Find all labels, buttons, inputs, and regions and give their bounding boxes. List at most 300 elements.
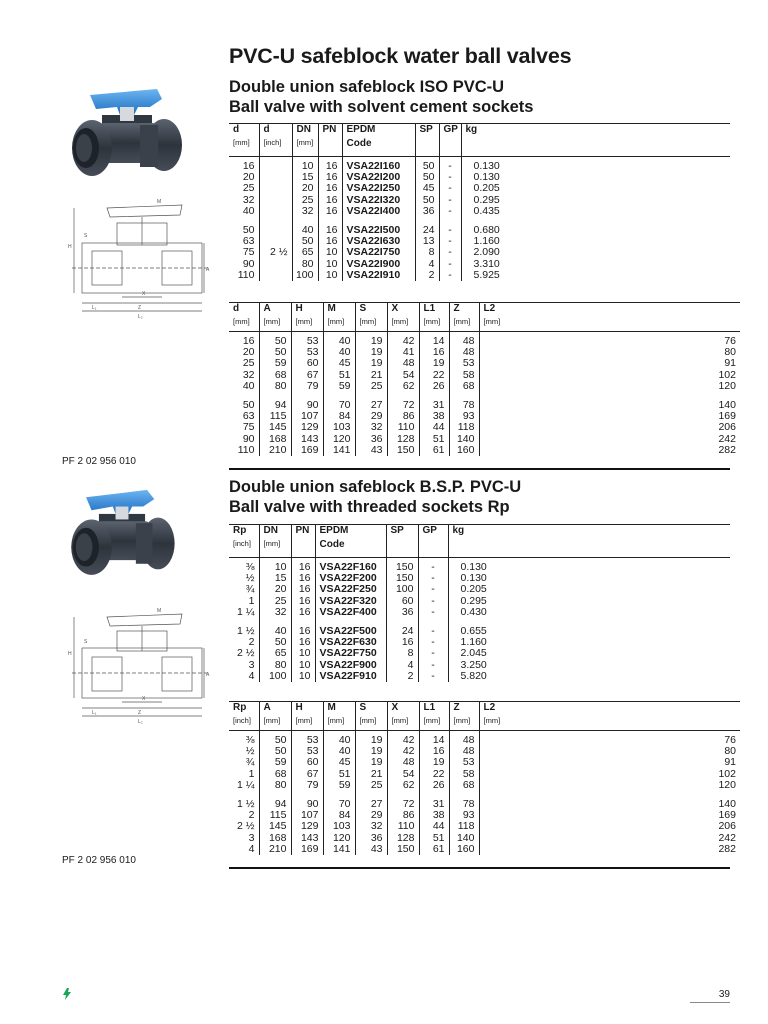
table-cell: - (418, 596, 448, 607)
table-cell: 94 (259, 400, 291, 411)
table-row (229, 844, 740, 855)
table-cell: 16 (318, 225, 342, 236)
table-cell: 16 (318, 183, 342, 194)
header-cell: DN [mm] (292, 124, 318, 157)
section2-subtitle (229, 477, 521, 517)
header-cell: M [mm] (323, 303, 355, 332)
table-row (229, 648, 730, 659)
technical-drawing (62, 193, 212, 323)
header-cell: L2 [mm] (479, 702, 740, 731)
table-cell: 20 (229, 172, 259, 183)
spacer-cell (448, 618, 730, 626)
table-cell: 26 (419, 780, 449, 791)
table-cell: 1.160 (460, 636, 487, 649)
header-cell: M [mm] (323, 702, 355, 731)
header-cell: PN (318, 124, 342, 157)
header-cell: Rp [inch] (229, 525, 259, 558)
header-cell: EPDM Code (342, 124, 415, 157)
table-cell: 115 (259, 810, 291, 821)
header-cell: Rp [inch] (229, 702, 259, 731)
table-cell: 51 (323, 769, 355, 780)
table-cell: 43 (355, 844, 387, 855)
table-cell (259, 183, 292, 194)
table-cell: 40 (229, 381, 259, 392)
footer-rule (690, 1002, 730, 1003)
table-cell: 110 (229, 270, 259, 281)
table-cell: 5.925 (473, 268, 500, 281)
table-cell: 24 (415, 225, 439, 236)
table-cell: 16 (318, 157, 342, 173)
table-cell: - (418, 648, 448, 659)
table-cell: 140 (718, 399, 736, 412)
header-cell: GP (418, 525, 448, 558)
table-cell: 29 (355, 411, 387, 422)
table-cell: 31 (419, 799, 449, 810)
table-cell: - (418, 637, 448, 648)
table-cell: 10 (291, 671, 315, 682)
table-cell: 59 (323, 381, 355, 392)
table-cell: 90 (291, 400, 323, 411)
table-cell: 100 (259, 671, 291, 682)
table-cell (259, 206, 292, 217)
table-cell: 86 (387, 411, 419, 422)
table-cell: 118 (449, 821, 479, 832)
table-cell: 48 (387, 358, 419, 369)
table-cell: VSA22F750 (315, 648, 386, 659)
table-cell: VSA22I630 (342, 236, 415, 247)
table-cell: 16 (229, 157, 259, 173)
table-cell: 76 (724, 335, 736, 347)
table-cell: 210 (259, 844, 291, 855)
table-header-row (229, 702, 740, 731)
table-cell: 19 (355, 757, 387, 768)
drawing-label-x: X (142, 291, 146, 297)
table-cell: 10 (259, 558, 291, 574)
drawing-label-h: H (68, 244, 72, 250)
table-cell: 80 (724, 346, 736, 359)
table-cell: 29 (355, 810, 387, 821)
table-cell: ⅜ (229, 558, 259, 574)
header-cell: L1 [mm] (419, 702, 449, 731)
table-cell: 3 (229, 660, 259, 671)
table-cell: 20 (229, 347, 259, 358)
table-cell: - (439, 247, 461, 258)
table-cell: 10 (318, 270, 342, 281)
table-cell: 150 (387, 445, 419, 456)
drawing-label-l2: L₂ (138, 719, 143, 725)
table-cell: VSA22I500 (342, 225, 415, 236)
header-cell: S [mm] (355, 702, 387, 731)
table-cell: 100 (386, 584, 418, 595)
table-cell: 1 (229, 769, 259, 780)
table-row (229, 769, 740, 780)
table-cell: 91 (724, 756, 736, 769)
table-cell: 84 (323, 411, 355, 422)
table-cell: ½ (229, 573, 259, 584)
table-cell: 120 (323, 833, 355, 844)
table-cell: - (439, 195, 461, 206)
table-cell: 48 (387, 757, 419, 768)
table-cell: 1 (229, 596, 259, 607)
table-cell: 8 (386, 648, 418, 659)
table-cell: 4 (386, 660, 418, 671)
table-cell: 19 (355, 731, 387, 747)
table-cell: 110 (229, 445, 259, 456)
table-cell: 16 (291, 596, 315, 607)
table-cell: 50 (292, 236, 318, 247)
header-cell: DN [mm] (259, 525, 291, 558)
table-cell: 51 (323, 370, 355, 381)
product-reference: PF 2 02 956 010 (62, 456, 136, 467)
header-cell: SP (415, 124, 439, 157)
table-cell: 1 ½ (229, 626, 259, 637)
table-cell: 68 (259, 370, 291, 381)
table-cell: VSA22I200 (342, 172, 415, 183)
table-cell (259, 270, 292, 281)
table-cell: 78 (449, 400, 479, 411)
table-cell: 91 (724, 357, 736, 370)
table-cell: 59 (259, 757, 291, 768)
table-cell: 0.130 (473, 160, 500, 172)
drawing-label-z: Z (138, 710, 142, 716)
header-cell: SP (386, 525, 418, 558)
table-row (229, 731, 740, 747)
table-cell: 40 (323, 731, 355, 747)
table-cell: 38 (419, 411, 449, 422)
table-cell: - (418, 573, 448, 584)
table-cell: 0.295 (460, 594, 487, 607)
drawing-label-x: X (142, 696, 146, 702)
header-cell: L1 [mm] (419, 303, 449, 332)
table-cell: 44 (419, 422, 449, 433)
table-cell: 206 (718, 421, 736, 434)
drawing-label-m: M (157, 199, 162, 205)
table-cell: 59 (323, 780, 355, 791)
table-cell: 2.090 (473, 246, 500, 259)
header-cell: L2 [mm] (479, 303, 740, 332)
table-cell: 128 (387, 833, 419, 844)
section2-subtitle-line2: Ball valve with threaded sockets Rp (229, 498, 510, 516)
header-cell: A [mm] (259, 702, 291, 731)
table-cell: 63 (229, 411, 259, 422)
table-cell: 25 (355, 381, 387, 392)
table-cell: VSA22I320 (342, 195, 415, 206)
section2-code-table (229, 524, 730, 682)
table-cell: 25 (259, 596, 291, 607)
ball-valve-photo (62, 85, 192, 195)
page-title: PVC-U safeblock water ball valves (229, 44, 572, 68)
page-number: 39 (718, 989, 730, 1000)
table-cell: 45 (323, 757, 355, 768)
table-cell: 60 (291, 757, 323, 768)
table-cell: 21 (355, 370, 387, 381)
spacer-cell (259, 217, 292, 225)
table-row (229, 780, 740, 791)
section-divider (229, 867, 730, 869)
table-cell: 58 (449, 370, 479, 381)
group-spacer (229, 392, 740, 400)
table-cell: 10 (292, 157, 318, 173)
table-cell: 2 ½ (229, 648, 259, 659)
table-cell: 67 (291, 370, 323, 381)
table-cell: 169 (291, 844, 323, 855)
table-cell: 150 (387, 844, 419, 855)
table-cell: 118 (449, 422, 479, 433)
table-row (229, 381, 740, 392)
table-row (229, 584, 730, 595)
table-cell: VSA22F630 (315, 637, 386, 648)
table-cell: 42 (387, 332, 419, 348)
drawing-label-l1: L₁ (92, 305, 97, 311)
table-cell: - (439, 259, 461, 270)
table-cell: 50 (415, 157, 439, 173)
table-row (229, 671, 730, 682)
table-cell: 36 (355, 833, 387, 844)
table-cell: 1 ½ (229, 799, 259, 810)
table-cell: 102 (718, 368, 736, 381)
table-cell: 90 (229, 259, 259, 270)
table-cell: 3.250 (460, 658, 487, 671)
table-cell: 3 (229, 833, 259, 844)
drawing-label-s: S (84, 639, 88, 645)
table-cell: 54 (387, 370, 419, 381)
header-cell: X [mm] (387, 303, 419, 332)
table-cell: 103 (323, 821, 355, 832)
table-row (229, 157, 730, 173)
table-cell: 206 (718, 820, 736, 833)
drawing-label-l2: L₂ (138, 314, 143, 320)
table-cell: 141 (323, 844, 355, 855)
table-cell: 210 (259, 445, 291, 456)
table-cell: 32 (229, 370, 259, 381)
table-cell: 16 (318, 195, 342, 206)
table-cell: 0.655 (460, 625, 487, 638)
header-cell: d [inch] (259, 124, 292, 157)
table-cell: VSA22I160 (342, 157, 415, 173)
table-cell: 50 (259, 347, 291, 358)
table-cell: 36 (415, 206, 439, 217)
table-cell: - (418, 660, 448, 671)
table-cell (259, 259, 292, 270)
table-cell: 10 (318, 247, 342, 258)
table-cell: 160 (449, 445, 479, 456)
table-cell: 38 (419, 810, 449, 821)
table-cell: 40 (259, 626, 291, 637)
header-cell: H [mm] (291, 303, 323, 332)
table-cell: 40 (323, 347, 355, 358)
table-cell: 48 (449, 731, 479, 747)
table-cell: 10 (291, 648, 315, 659)
table-cell: 80 (292, 259, 318, 270)
table-cell: 10 (318, 259, 342, 270)
table-cell: VSA22I750 (342, 247, 415, 258)
table-cell: 42 (387, 746, 419, 757)
table-cell: 107 (291, 411, 323, 422)
table-cell: 32 (292, 206, 318, 217)
table-cell: 129 (291, 821, 323, 832)
drawing-label-z: Z (138, 305, 142, 311)
table-cell: 93 (449, 411, 479, 422)
table-cell: 115 (259, 411, 291, 422)
table-cell: 2 ½ (229, 821, 259, 832)
table-cell: - (439, 157, 461, 173)
table-cell: VSA22I250 (342, 183, 415, 194)
table-row (229, 607, 730, 618)
table-cell: - (439, 236, 461, 247)
table-row (229, 370, 740, 381)
table-cell: 16 (318, 206, 342, 217)
table-cell: VSA22F320 (315, 596, 386, 607)
table-cell: 53 (449, 757, 479, 768)
table-cell: ¾ (229, 584, 259, 595)
table-cell: 31 (419, 400, 449, 411)
table-cell: 70 (323, 400, 355, 411)
product-reference: PF 2 02 956 010 (62, 855, 136, 866)
table-cell: 72 (387, 400, 419, 411)
header-cell: EPDM Code (315, 525, 386, 558)
table-cell: 80 (259, 381, 291, 392)
table-cell: VSA22I400 (342, 206, 415, 217)
table-cell: 143 (291, 833, 323, 844)
table-cell: - (418, 671, 448, 682)
table-cell: 242 (718, 831, 736, 844)
table-cell: VSA22I910 (342, 270, 415, 281)
table-cell: 8 (415, 247, 439, 258)
table-cell: 0.205 (460, 583, 487, 596)
table-cell: 80 (259, 660, 291, 671)
table-cell: 19 (419, 358, 449, 369)
table-cell: VSA22F160 (315, 558, 386, 574)
table-cell: 32 (355, 821, 387, 832)
table-cell: 14 (419, 332, 449, 348)
table-cell: 16 (229, 332, 259, 348)
table-cell: 50 (415, 195, 439, 206)
table-cell: 50 (229, 225, 259, 236)
header-cell: X [mm] (387, 702, 419, 731)
table-cell (259, 157, 292, 173)
table-cell: ½ (229, 746, 259, 757)
table-cell: 5.820 (460, 669, 487, 682)
table-cell: 58 (449, 769, 479, 780)
section2-subtitle-line1: Double union safeblock B.S.P. PVC-U (229, 478, 522, 496)
table-cell: 168 (259, 833, 291, 844)
table-cell: 72 (387, 799, 419, 810)
table-cell: 50 (259, 746, 291, 757)
spacer-cell (479, 392, 740, 400)
group-spacer (229, 791, 740, 799)
table-cell: 53 (291, 347, 323, 358)
table-cell: 242 (718, 432, 736, 445)
table-cell: 10 (291, 660, 315, 671)
table-cell: 86 (387, 810, 419, 821)
table-cell: 16 (318, 236, 342, 247)
table-cell: 50 (259, 731, 291, 747)
ball-valve-photo (62, 482, 182, 592)
header-cell: PN (291, 525, 315, 558)
table-cell: 53 (449, 358, 479, 369)
table-cell: 90 (291, 799, 323, 810)
table-cell: 70 (323, 799, 355, 810)
table-cell: 40 (323, 332, 355, 348)
table-cell: 20 (292, 183, 318, 194)
table-cell: 25 (229, 358, 259, 369)
table-cell: 43 (355, 445, 387, 456)
table-cell: 36 (355, 434, 387, 445)
table-cell: VSA22F400 (315, 607, 386, 618)
table-cell: VSA22F900 (315, 660, 386, 671)
table-cell: 1.160 (473, 235, 500, 248)
spacer-cell (461, 217, 730, 225)
table-cell: 94 (259, 799, 291, 810)
table-cell: 25 (355, 780, 387, 791)
header-cell: GP (439, 124, 461, 157)
table-cell: VSA22F250 (315, 584, 386, 595)
table-cell: 41 (387, 347, 419, 358)
table-cell: 2 (229, 637, 259, 648)
section-divider (229, 468, 730, 470)
table-cell: 2 (415, 270, 439, 281)
table-cell: 53 (291, 746, 323, 757)
table-cell: 140 (449, 833, 479, 844)
table-cell: 45 (415, 183, 439, 194)
drawing-label-a: A (206, 267, 210, 273)
table-cell: 53 (291, 332, 323, 348)
table-cell: 93 (449, 810, 479, 821)
table-cell: 48 (449, 332, 479, 348)
table-cell: 90 (229, 434, 259, 445)
table-cell: 27 (355, 799, 387, 810)
table-cell: 16 (291, 573, 315, 584)
table-cell: - (418, 584, 448, 595)
table-cell: 63 (229, 236, 259, 247)
table-cell: 19 (355, 358, 387, 369)
table-cell: VSA22I900 (342, 259, 415, 270)
table-cell: 15 (259, 573, 291, 584)
technical-drawing (62, 603, 212, 728)
table-cell: 19 (355, 746, 387, 757)
table-cell: 15 (292, 172, 318, 183)
table-cell: 4 (415, 259, 439, 270)
table-cell (259, 225, 292, 236)
table-cell: 80 (259, 780, 291, 791)
header-cell: S [mm] (355, 303, 387, 332)
table-row (229, 206, 730, 217)
table-cell: 150 (386, 573, 418, 584)
table-cell: 140 (718, 798, 736, 811)
table-cell: VSA22F910 (315, 671, 386, 682)
table-cell: - (439, 172, 461, 183)
table-cell: 169 (291, 445, 323, 456)
table-row (229, 183, 730, 194)
table-cell: 120 (323, 434, 355, 445)
table-cell: 20 (259, 584, 291, 595)
section1-code-table (229, 123, 730, 281)
header-cell: d [mm] (229, 303, 259, 332)
table-cell: 65 (292, 247, 318, 258)
table-cell: 68 (449, 780, 479, 791)
table-cell: 1 ¼ (229, 607, 259, 618)
drawing-label-s: S (84, 233, 88, 239)
table-cell: 2 ½ (259, 247, 292, 258)
table-row (229, 332, 740, 348)
table-cell: 0.130 (460, 572, 487, 585)
header-cell: H [mm] (291, 702, 323, 731)
table-cell: 107 (291, 810, 323, 821)
table-cell: 54 (387, 769, 419, 780)
table-row (229, 821, 740, 832)
table-cell: 80 (724, 745, 736, 758)
table-cell: 150 (386, 558, 418, 574)
